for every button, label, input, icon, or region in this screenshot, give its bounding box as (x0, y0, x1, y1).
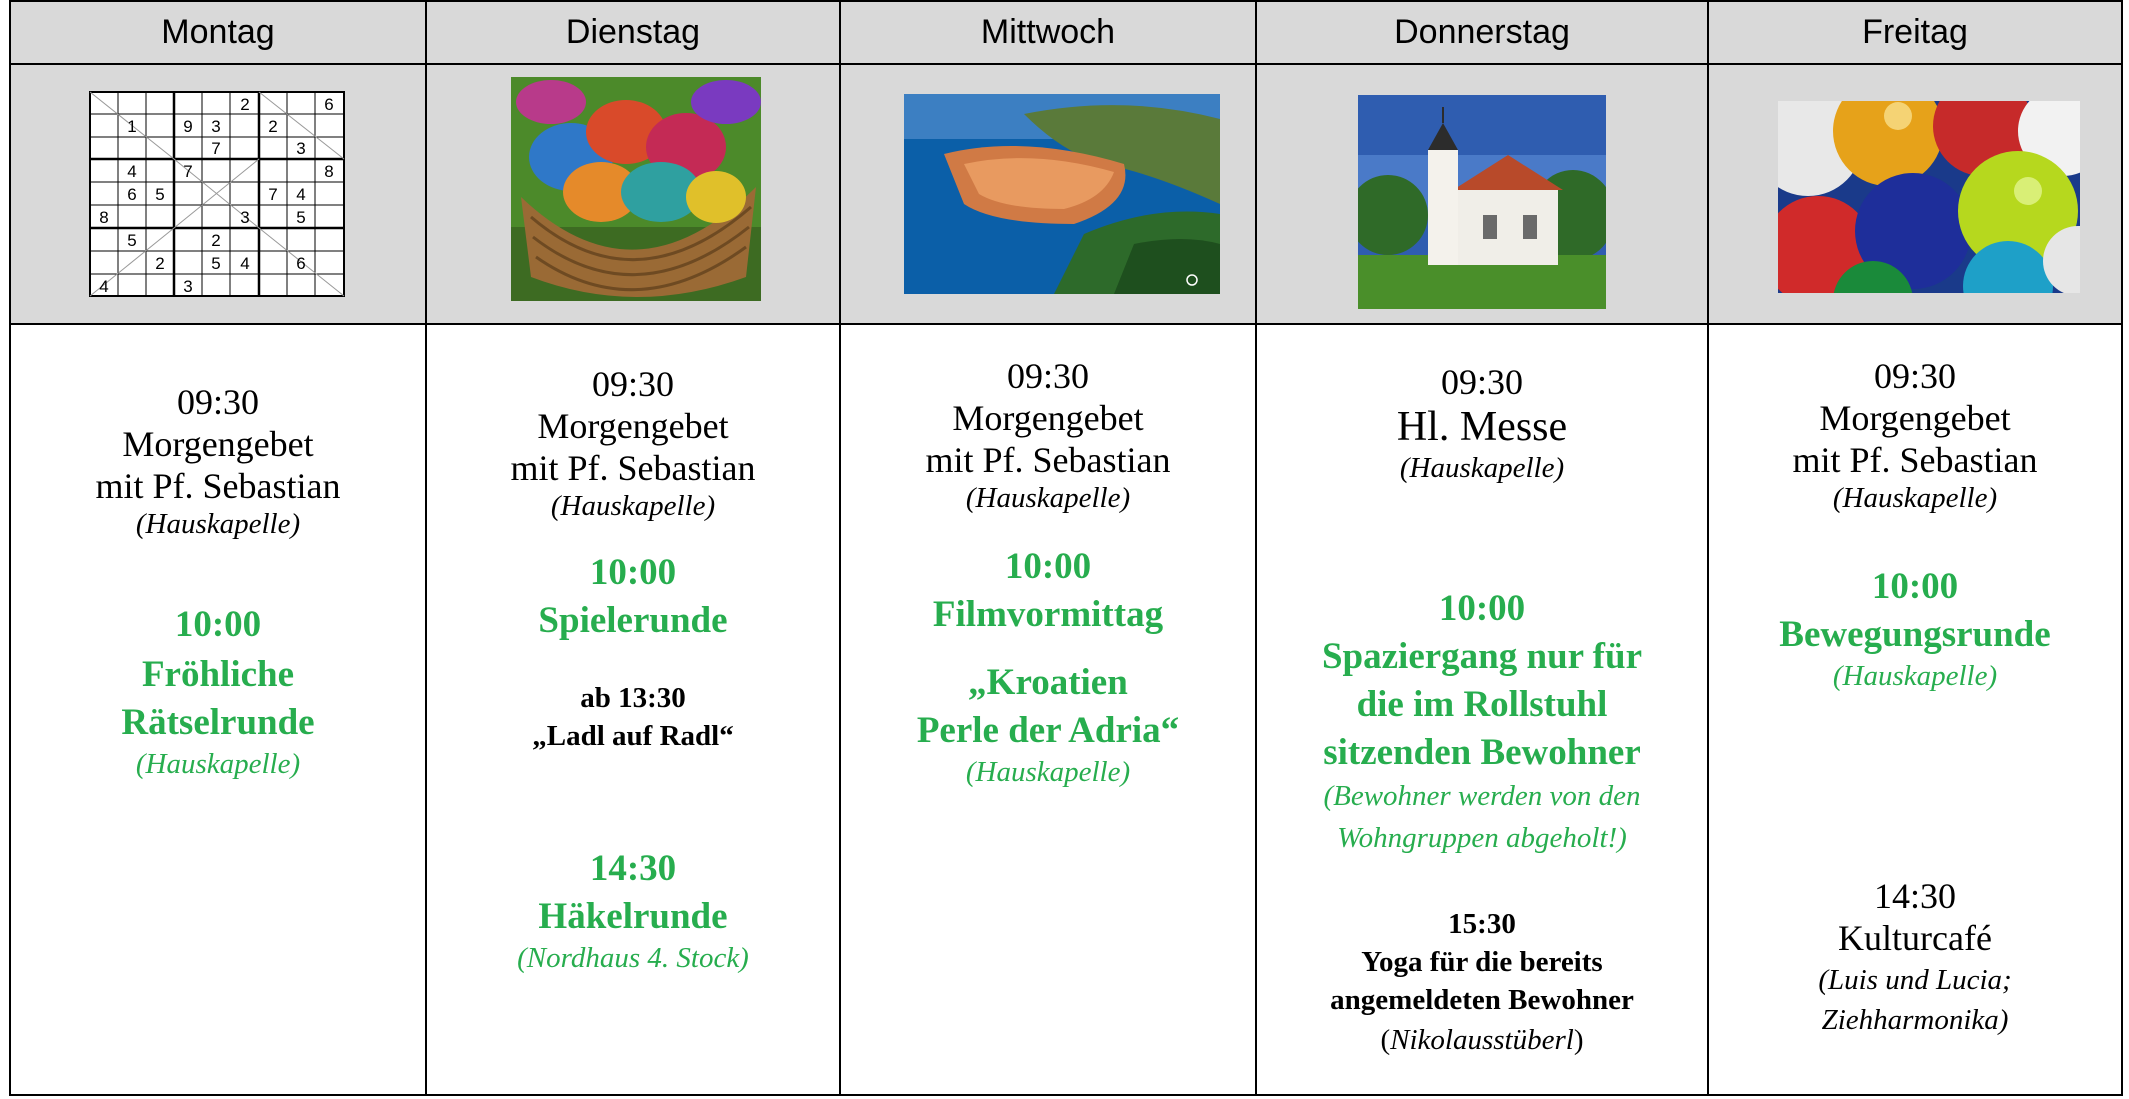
svg-text:2: 2 (240, 95, 250, 114)
svg-text:2: 2 (268, 117, 278, 136)
tuesday-event-1: Morgengebet (537, 406, 729, 446)
svg-text:6: 6 (324, 95, 334, 114)
monday-time-1: 09:30 (176, 382, 259, 422)
friday-location-2: (Hauskapelle) (1832, 660, 1998, 692)
svg-text:1: 1 (127, 117, 137, 136)
svg-text:2: 2 (211, 231, 221, 250)
svg-text:7: 7 (211, 139, 221, 158)
thursday-event-2a: Spaziergang nur für (1321, 636, 1642, 677)
tuesday-event-1-detail: mit Pf. Sebastian (510, 448, 756, 488)
wednesday-location-1: (Hauskapelle) (965, 482, 1131, 514)
wednesday-time-1: 09:30 (1006, 356, 1089, 396)
friday-location-3b: Ziehharmonika) (1821, 1004, 2009, 1036)
friday-event-1-detail: mit Pf. Sebastian (1792, 440, 2038, 480)
day-header-tuesday: Dienstag (565, 13, 701, 51)
friday-event-3: Kulturcafé (1838, 918, 1992, 958)
thursday-event-2c: sitzenden Bewohner (1323, 732, 1641, 773)
wednesday-event-1: Morgengebet (952, 398, 1144, 438)
thursday-event-2b: die im Rollstuhl (1356, 684, 1608, 725)
tuesday-event-2: Spielerunde (538, 600, 728, 641)
thursday-event-1: Hl. Messe (1396, 404, 1568, 450)
thursday-time-3: 15:30 (1448, 908, 1516, 940)
friday-time-1: 09:30 (1873, 356, 1956, 396)
monday-event-2b: Rätselrunde (121, 702, 315, 743)
svg-text:5: 5 (127, 231, 137, 250)
svg-text:8: 8 (99, 208, 109, 227)
svg-text:2: 2 (155, 254, 165, 273)
friday-location-3a: (Luis und Lucia; (1818, 964, 2012, 996)
svg-text:8: 8 (324, 162, 334, 181)
friday-time-2: 10:00 (1871, 566, 1959, 607)
chapel-image (1358, 95, 1606, 309)
monday-schedule (11, 325, 425, 1096)
wednesday-film-title-1: „Kroatien (968, 662, 1128, 703)
thursday-event-3b: angemeldeten Bewohner (1330, 984, 1634, 1016)
day-header-friday: Freitag (1862, 13, 1968, 51)
tuesday-schedule (427, 325, 839, 1096)
tuesday-time-1: 09:30 (591, 364, 674, 404)
thursday-time-1: 09:30 (1440, 362, 1523, 402)
svg-text:4: 4 (127, 162, 137, 181)
monday-event-1-detail: mit Pf. Sebastian (95, 466, 341, 506)
tuesday-location-1: (Hauskapelle) (550, 490, 716, 522)
tuesday-event-4: Häkelrunde (538, 896, 728, 937)
tuesday-time-2: 10:00 (589, 552, 677, 593)
svg-text:3: 3 (183, 277, 193, 296)
friday-event-1: Morgengebet (1819, 398, 2011, 438)
svg-text:5: 5 (155, 185, 165, 204)
thursday-time-2: 10:00 (1438, 588, 1526, 629)
monday-event-1: Morgengebet (122, 424, 314, 464)
svg-text:6: 6 (296, 254, 306, 273)
wednesday-event-2: Filmvormittag (932, 594, 1164, 635)
thursday-schedule (1257, 325, 1707, 1096)
weekly-schedule-table (9, 0, 2123, 1096)
day-header-wednesday: Mittwoch (980, 13, 1116, 51)
svg-text:5: 5 (296, 208, 306, 227)
wednesday-location-2: (Hauskapelle) (965, 756, 1131, 788)
day-header-monday: Montag (161, 13, 275, 51)
friday-time-3: 14:30 (1873, 876, 1956, 916)
thursday-event-3a: Yoga für die bereits (1361, 946, 1603, 978)
friday-schedule (1709, 325, 2121, 1096)
svg-text:4: 4 (99, 277, 109, 296)
svg-text:3: 3 (296, 139, 306, 158)
thursday-note-2a: (Bewohner werden von den (1323, 780, 1641, 812)
svg-text:9: 9 (183, 117, 193, 136)
day-header-thursday: Donnerstag (1394, 13, 1570, 51)
monday-time-2: 10:00 (174, 604, 262, 645)
tuesday-time-4: 14:30 (589, 848, 677, 889)
svg-text:3: 3 (211, 117, 221, 136)
sudoku-image (89, 91, 345, 297)
thursday-location-3: (Nikolausstüberl) (1380, 1024, 1584, 1056)
friday-location-1: (Hauskapelle) (1832, 482, 1998, 514)
svg-text:3: 3 (240, 208, 250, 227)
wool-basket-image (511, 77, 761, 301)
wednesday-time-2: 10:00 (1004, 546, 1092, 587)
tuesday-location-4: (Nordhaus 4. Stock) (517, 942, 749, 974)
friday-event-2: Bewegungsrunde (1779, 614, 2051, 655)
svg-text:6: 6 (127, 185, 137, 204)
svg-text:4: 4 (296, 185, 306, 204)
coastal-city-image (904, 94, 1220, 294)
thursday-note-2b: Wohngruppen abgeholt!) (1337, 822, 1627, 854)
tuesday-time-3: ab 13:30 (580, 682, 686, 714)
svg-text:4: 4 (240, 254, 250, 273)
wednesday-schedule (841, 325, 1255, 1096)
balloons-image (1778, 101, 2080, 293)
wednesday-event-1-detail: mit Pf. Sebastian (925, 440, 1171, 480)
thursday-location-1: (Hauskapelle) (1399, 452, 1565, 484)
monday-location-1: (Hauskapelle) (135, 508, 301, 540)
wednesday-film-title-2: Perle der Adria“ (916, 710, 1180, 751)
monday-location-2: (Hauskapelle) (135, 748, 301, 780)
svg-text:7: 7 (268, 185, 278, 204)
monday-event-2a: Fröhliche (141, 654, 295, 695)
tuesday-event-3: „Ladl auf Radl“ (532, 720, 734, 752)
svg-text:7: 7 (183, 162, 193, 181)
svg-text:5: 5 (211, 254, 221, 273)
